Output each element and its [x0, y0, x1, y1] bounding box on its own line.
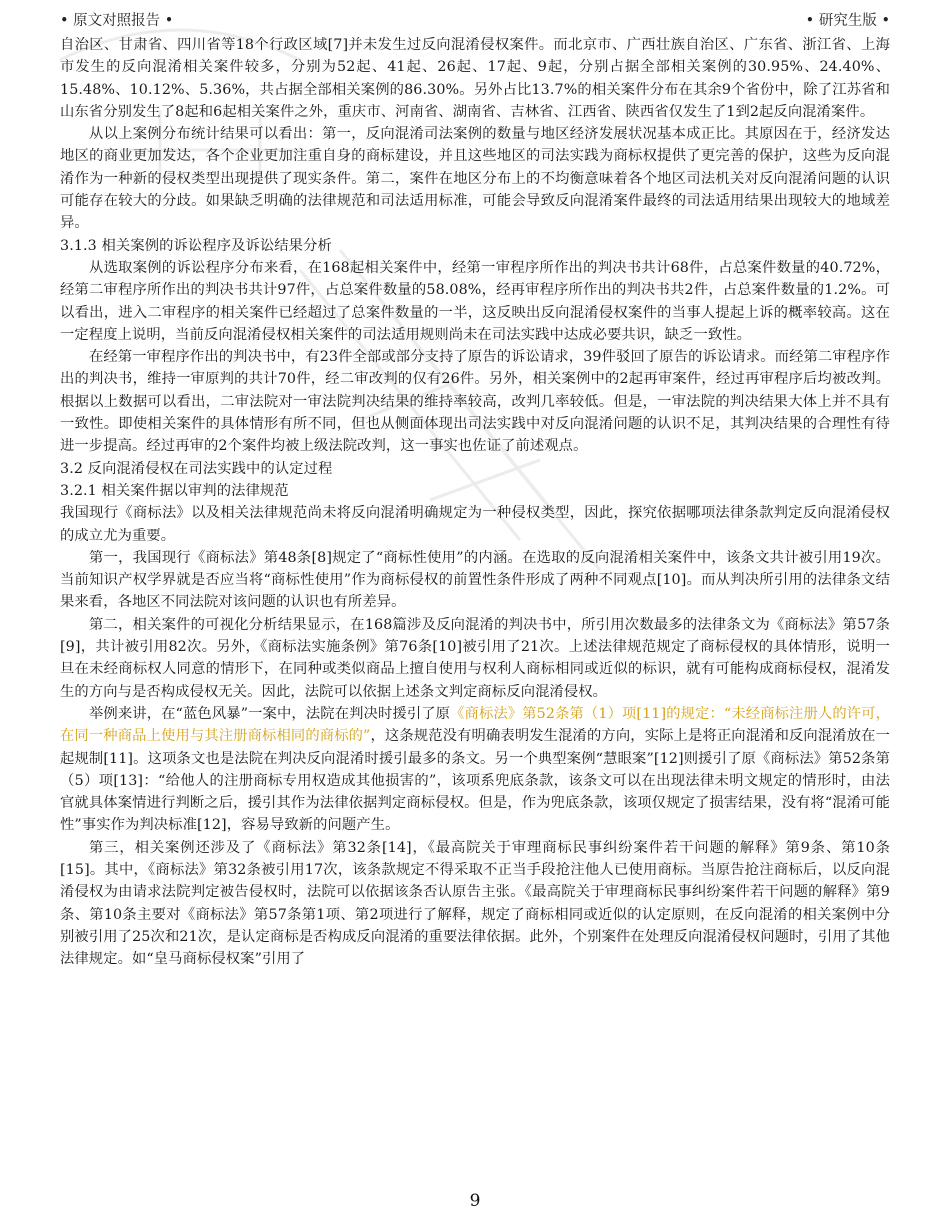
report-header-right: • 研究生版 •: [805, 13, 890, 29]
case-example-text-end: ，这条规范没有明确表明发生混淆的方向，实际上是将正向混淆和反向混淆放在一起规制[11]。这项条文也是法院在判决反向混淆时援引最多的条文。另一个典型案例“慧眼案”[12]则援引了原《商标法》第52条第（5）项[13]：“给他人的注册商标专用权造成其他损害的”，该项系兜底条款，该条文可以在出现法律未明文规定的情形时，由法官就具体案情进行判断之后，援引其作为法律依据判定商标侵权。但是，作为兜底条款，该项仅规定了损害结果，没有将“混淆可能性”事实作为判决标准[12]，容易导致新的问题产生。: [60, 728, 890, 834]
report-header-left: • 原文对照报告 •: [60, 13, 174, 29]
paragraph-article-57: 第二，相关案件的可视化分析结果显示，在168篇涉及反向混淆的判决书中，所引用次数最多的法律条文为《商标法》第57条[9]，共计被引用82次。另外，《商标法实施条例》第76条[10]被引用了21次。上述法律规范规定了商标侵权的具体情形，说明一旦在未经商标权人同意的情形下，在同种或类似商品上擅自使用与权利人商标相同或近似的标识，就有可能构成商标侵权，混淆发生的方向与是否构成侵权无关。因此，法院可以依据上述条文判定商标反向混淆侵权。: [60, 616, 890, 700]
section-heading-3-2-1: 3.2.1 相关案件据以审判的法律规范: [60, 482, 289, 499]
paragraph-case-examples: [60, 703, 890, 837]
document-body: [60, 34, 890, 970]
paragraph-judgment-results: 在经第一审程序作出的判决书中，有23件全部或部分支持了原告的诉讼请求，39件驳回了原告的诉讼请求。而经第二审程序作出的判决书，维持一审原判的共计70件，经二审改判的仅有26件。另外，相关案例中的2起再审案件，经过再审程序后均被改判。根据以上数据可以看出，二审法院对一审法院判决结果的维持率较高，改判几率较低。但是，一审法院的判决结果大体上并不具有一致性。即使相关案件的具体情形有所不同，但也从侧面体现出司法实践中对反向混淆问题的认识不足，其判决结果的合理性有待进一步提高。经过再审的2个案件均被上级法院改判，这一事实也佐证了前述观点。: [60, 349, 890, 455]
section-heading-3-2: 3.2 反向混淆侵权在司法实践中的认定过程: [60, 460, 333, 477]
paragraph-legal-norms-intro: 我国现行《商标法》以及相关法律规范尚未将反向混淆明确规定为一种侵权类型，因此，探究依据哪项法律条款判定反向混淆侵权的成立尤为重要。: [60, 505, 890, 544]
paragraph-region-distribution: 自治区、甘肃省、四川省等18个行政区域[7]并未发生过反向混淆侵权案件。而北京市、广西壮族自治区、广东省、浙江省、上海市发生的反向混淆相关案件较多，分别为52起、41起、26起、17起、9起，分别占据全部相关案例的30.95%、24.40%、15.48%、10.12%、5.36%，共占据全部相关案例的86.30%。另外占比13.7%的相关案件分布在其余9个省份中，除了江苏省和山东省分别发生了8起和6起相关案件之外，重庆市、河南省、湖南省、吉林省、江西省、陕西省仅发生了1到2起反向混淆案件。: [60, 37, 890, 120]
paragraph-distribution-analysis: 从以上案例分布统计结果可以看出：第一，反向混淆司法案例的数量与地区经济发展状况基本成正比。其原因在于，经济发达地区的商业更加发达，各个企业更加注重自身的商标建设，并且这些地区的司法实践为商标权提供了更完善的保护，这些为反向混淆作为一种新的侵权类型出现提供了现实条件。第二，案件在地区分布上的不均衡意味着各个地区司法机关对反向混淆问题的认识可能存在较大的分歧。如果缺乏明确的法律规范和司法适用标准，可能会导致反向混淆案件最终的司法适用结果出现较大的地域差异。: [60, 126, 890, 232]
highlighted-citation: 《商标法》第52条第（1）项[11]的规定：“未经商标注册人的许可，在同一种商品上使用与其注册商标相同的商标的”: [60, 705, 890, 745]
paragraph-procedure-distribution: 从选取案例的诉讼程序分布来看，在168起相关案件中，经第一审程序所作出的判决书共计68件，占总案件数量的40.72%，经第二审程序所作出的判决书共计97件，占总案件数量的58.08%，经再审程序所作出的判决书共2件，占总案件数量的1.2%。可以看出，进入二审程序的相关案件已经超过了总案件数量的一半，这反映出反向混淆侵权案件的当事人提起上诉的概率较高。这在一定程度上说明，当前反向混淆侵权相关案件的司法适用规则尚未在司法实践中达成必要共识，缺乏一致性。: [60, 259, 890, 343]
paragraph-article-48: 第一，我国现行《商标法》第48条[8]规定了“商标性使用”的内涵。在选取的反向混淆相关案件中，该条文共计被引用19次。当前知识产权学界就是否应当将“商标性使用”作为商标侵权的前置性条件形成了两种不同观点[10]。而从判决所引用的法律条文结果来看，各地区不同法院对该问题的认识也有所差异。: [60, 549, 890, 611]
page-number: 9: [469, 1191, 481, 1211]
paragraph-article-32: 第三，相关案例还涉及了《商标法》第32条[14]，《最高院关于审理商标民事纠纷案件若干问题的解释》第9条、第10条[15]。其中，《商标法》第32条被引用17次，该条款规定不得采取不正当手段抢注他人已使用商标。当原告抢注商标后，以反向混淆侵权为由请求法院判定被告侵权时，法院可以依据该条否认原告主张。《最高院关于审理商标民事纠纷案件若干问题的解释》第9条、第10条主要对《商标法》第57条第1项、第2项进行了解释，规定了商标相同或近似的认定原则，在反向混淆的相关案例中分别被引用了25次和21次，是认定商标是否构成反向混淆的重要法律依据。此外，个别案件在处理反向混淆侵权问题时，引用了其他法律规定。如“皇马商标侵权案”引用了: [60, 839, 890, 968]
case-example-text-start: 举例来讲，在“蓝色风暴”一案中，法院在判决时援引了原: [89, 705, 451, 722]
section-heading-3-1-3: 3.1.3 相关案例的诉讼程序及诉讼结果分析: [60, 237, 332, 254]
